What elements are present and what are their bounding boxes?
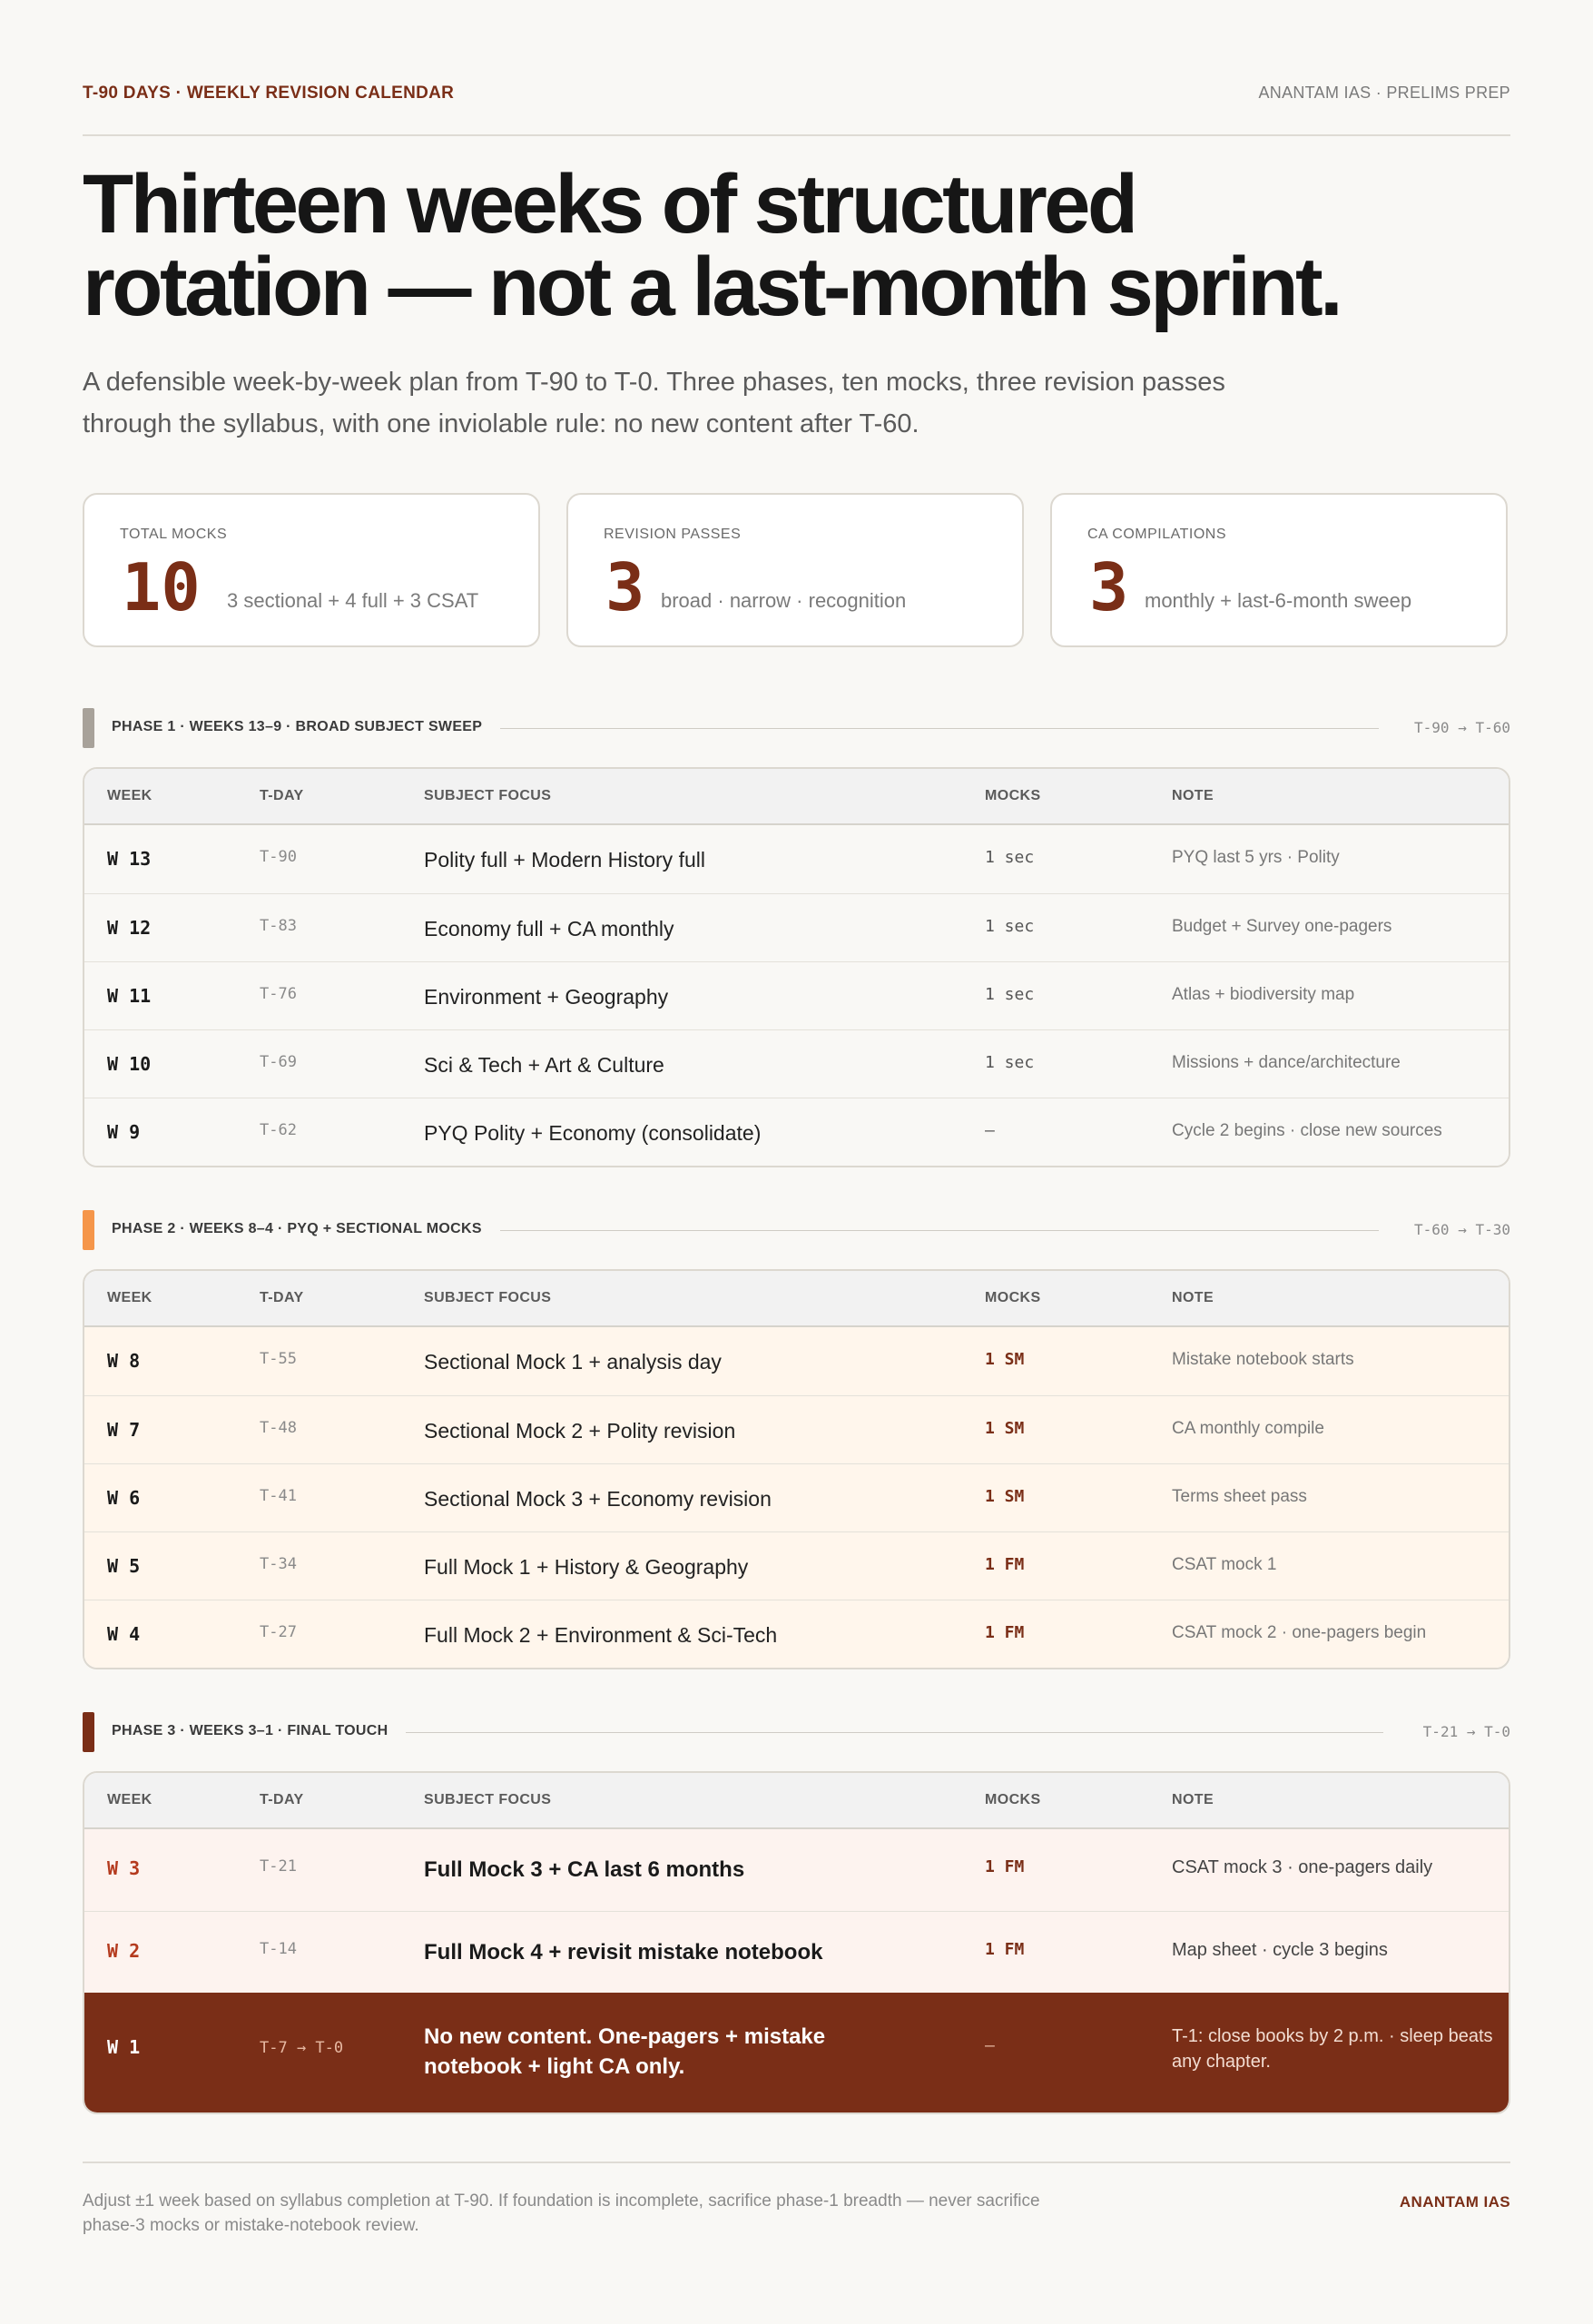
table-body [84, 825, 1509, 1166]
focus-cell: Economy full + CA monthly [424, 917, 674, 940]
kicker: T-90 DAYS · WEEKLY REVISION CALENDAR [83, 84, 455, 103]
mocks-cell: 1 sec [985, 848, 1035, 867]
tday-cell: T-7 → T-0 [260, 2039, 344, 2057]
col-week: WEEK [107, 1290, 152, 1305]
phase-3-table [83, 1771, 1510, 2114]
stat-label: CA COMPILATIONS [1087, 527, 1227, 542]
table-row [84, 1463, 1509, 1531]
tday-cell: T-48 [260, 1419, 297, 1437]
stat-card-ca-compilations [1050, 493, 1508, 647]
phase-2-table [83, 1269, 1510, 1669]
table-row [84, 1911, 1509, 1993]
focus-cell: Full Mock 4 + revisit mistake notebook [424, 1940, 823, 1965]
note-cell: CA monthly compile [1172, 1419, 1324, 1438]
phase-3-color-bar [83, 1712, 94, 1752]
note-cell: T-1: close books by 2 p.m. · sleep beats any chapter. [1172, 2026, 1493, 2072]
tday-cell: T-69 [260, 1053, 297, 1071]
stat-value: 3 [1089, 549, 1129, 625]
tday-cell: T-14 [260, 1940, 297, 1958]
col-mocks: MOCKS [985, 1792, 1041, 1807]
week-cell: W 12 [107, 917, 152, 939]
week-cell: W 13 [107, 848, 152, 870]
table-row [84, 1098, 1509, 1166]
table-row [84, 825, 1509, 893]
intro-paragraph: A defensible week-by-week plan from T-90 to T-0. Three phases, ten mocks, three revision passes through the syllabus, with one inviolable rule: no new content after T-60. [83, 368, 1225, 438]
week-cell: W 2 [107, 1940, 141, 1962]
note-cell: CSAT mock 1 [1172, 1555, 1277, 1574]
phase-divider [487, 1230, 1379, 1231]
focus-cell: Full Mock 1 + History & Geography [424, 1555, 749, 1579]
mocks-cell: – [985, 1121, 995, 1140]
mocks-cell: 1 SM [985, 1487, 1025, 1506]
stat-desc: monthly + last-6-month sweep [1145, 589, 1412, 612]
focus-cell: Sci & Tech + Art & Culture [424, 1053, 664, 1077]
table-header [84, 1271, 1509, 1327]
title-line-2: rotation — not a last-month sprint. [83, 241, 1341, 333]
mocks-cell: 1 FM [985, 1623, 1025, 1642]
phase-1-table [83, 767, 1510, 1167]
phase-1-header [83, 708, 1510, 748]
phase-2-header [83, 1210, 1510, 1250]
note-cell: Atlas + biodiversity map [1172, 985, 1355, 1004]
phase-1-title: PHASE 1 · WEEKS 13–9 · BROAD SUBJECT SWEEP [112, 719, 500, 735]
header-divider [83, 134, 1510, 136]
tday-cell: T-62 [260, 1121, 297, 1139]
table-body [84, 1829, 1509, 2112]
week-cell: W 3 [107, 1857, 141, 1879]
col-focus: SUBJECT FOCUS [424, 788, 552, 803]
note-cell: Budget + Survey one-pagers [1172, 917, 1392, 936]
col-focus: SUBJECT FOCUS [424, 1290, 552, 1305]
footer-note: Adjust ±1 week based on syllabus completion at T-90. If foundation is incomplete, sacrifice phase-1 breadth — never sacrifice phase-3 mocks or mistake-notebook review. [83, 2191, 1040, 2235]
col-note: NOTE [1172, 1792, 1214, 1807]
week-cell: W 4 [107, 1623, 141, 1645]
tday-cell: T-41 [260, 1487, 297, 1505]
col-tday: T-DAY [260, 788, 304, 803]
focus-cell: No new content. One-pagers + mistake notebook + light CA only. [424, 2024, 826, 2079]
table-row [84, 961, 1509, 1029]
week-cell: W 6 [107, 1487, 141, 1509]
focus-cell: Sectional Mock 3 + Economy revision [424, 1487, 772, 1511]
phase-3-range: T-21 → T-0 [1422, 1723, 1510, 1740]
page-title [83, 158, 1510, 333]
top-bar [83, 84, 1510, 105]
stat-desc: broad · narrow · recognition [661, 589, 907, 612]
col-note: NOTE [1172, 788, 1214, 803]
tday-cell: T-34 [260, 1555, 297, 1573]
phase-1-color-bar [83, 708, 94, 748]
phase-divider [473, 728, 1379, 729]
week-cell: W 11 [107, 985, 152, 1007]
focus-cell: Full Mock 2 + Environment & Sci-Tech [424, 1623, 778, 1647]
stat-card-total-mocks [83, 493, 540, 647]
stat-label: REVISION PASSES [604, 527, 742, 542]
week-cell: W 10 [107, 1053, 152, 1075]
note-cell: PYQ last 5 yrs · Polity [1172, 848, 1340, 867]
week-cell: W 1 [107, 2036, 141, 2058]
focus-cell: PYQ Polity + Economy (consolidate) [424, 1121, 762, 1145]
table-row [84, 1531, 1509, 1600]
phase-divider [391, 1732, 1383, 1733]
table-row [84, 1327, 1509, 1395]
week-cell: W 8 [107, 1350, 141, 1372]
stat-card-revision-passes [566, 493, 1024, 647]
week-cell: W 5 [107, 1555, 141, 1577]
mocks-cell: – [985, 2036, 995, 2055]
phase-3-header [83, 1712, 1510, 1752]
col-tday: T-DAY [260, 1290, 304, 1305]
note-cell: Map sheet · cycle 3 begins [1172, 1940, 1388, 1960]
table-row [84, 1395, 1509, 1463]
note-cell: Terms sheet pass [1172, 1487, 1307, 1506]
focus-cell: Polity full + Modern History full [424, 848, 705, 872]
phase-2-range: T-60 → T-30 [1414, 1221, 1510, 1238]
stat-value: 3 [605, 549, 645, 625]
note-cell: Missions + dance/architecture [1172, 1053, 1401, 1072]
note-cell: CSAT mock 2 · one-pagers begin [1172, 1623, 1427, 1642]
tday-cell: T-55 [260, 1350, 297, 1368]
title-line-1: Thirteen weeks of structured [83, 158, 1136, 251]
col-tday: T-DAY [260, 1792, 304, 1807]
note-cell: Mistake notebook starts [1172, 1350, 1354, 1369]
mocks-cell: 1 FM [985, 1857, 1025, 1876]
table-row [84, 1829, 1509, 1911]
focus-cell: Sectional Mock 2 + Polity revision [424, 1419, 736, 1443]
table-row [84, 1600, 1509, 1668]
col-focus: SUBJECT FOCUS [424, 1792, 552, 1807]
note-cell: CSAT mock 3 · one-pagers daily [1172, 1857, 1433, 1877]
table-row [84, 893, 1509, 961]
table-row [84, 1029, 1509, 1098]
col-mocks: MOCKS [985, 1290, 1041, 1305]
week-cell: W 7 [107, 1419, 141, 1441]
col-mocks: MOCKS [985, 788, 1041, 803]
mocks-cell: 1 sec [985, 917, 1035, 936]
mocks-cell: 1 sec [985, 985, 1035, 1004]
tday-cell: T-27 [260, 1623, 297, 1641]
table-header [84, 1773, 1509, 1829]
note-cell: Cycle 2 begins · close new sources [1172, 1121, 1442, 1140]
tday-cell: T-76 [260, 985, 297, 1003]
col-note: NOTE [1172, 1290, 1214, 1305]
footer-brand: ANANTAM IAS [1399, 2193, 1510, 2211]
col-week: WEEK [107, 1792, 152, 1807]
stat-desc: 3 sectional + 4 full + 3 CSAT [227, 589, 479, 612]
focus-cell: Sectional Mock 1 + analysis day [424, 1350, 722, 1374]
tday-cell: T-90 [260, 848, 297, 866]
mocks-cell: 1 FM [985, 1940, 1025, 1959]
phase-2-color-bar [83, 1210, 94, 1250]
brand-header: ANANTAM IAS · PRELIMS PREP [1258, 84, 1510, 102]
mocks-cell: 1 FM [985, 1555, 1025, 1574]
table-body [84, 1327, 1509, 1668]
week-cell: W 9 [107, 1121, 141, 1143]
stat-label: TOTAL MOCKS [120, 527, 228, 542]
mocks-cell: 1 sec [985, 1053, 1035, 1072]
tday-cell: T-21 [260, 1857, 297, 1876]
phase-2-title: PHASE 2 · WEEKS 8–4 · PYQ + SECTIONAL MOCKS [112, 1221, 500, 1237]
focus-cell: Full Mock 3 + CA last 6 months [424, 1857, 745, 1882]
table-row-final-week [84, 1993, 1509, 2112]
phase-3-title: PHASE 3 · WEEKS 3–1 · FINAL TOUCH [112, 1723, 406, 1739]
table-header [84, 769, 1509, 825]
mocks-cell: 1 SM [985, 1419, 1025, 1438]
phase-1-range: T-90 → T-60 [1414, 719, 1510, 736]
footer-divider [83, 2162, 1510, 2163]
focus-cell: Environment + Geography [424, 985, 669, 1009]
stat-value: 10 [122, 549, 201, 625]
mocks-cell: 1 SM [985, 1350, 1025, 1369]
tday-cell: T-83 [260, 917, 297, 935]
col-week: WEEK [107, 788, 152, 803]
